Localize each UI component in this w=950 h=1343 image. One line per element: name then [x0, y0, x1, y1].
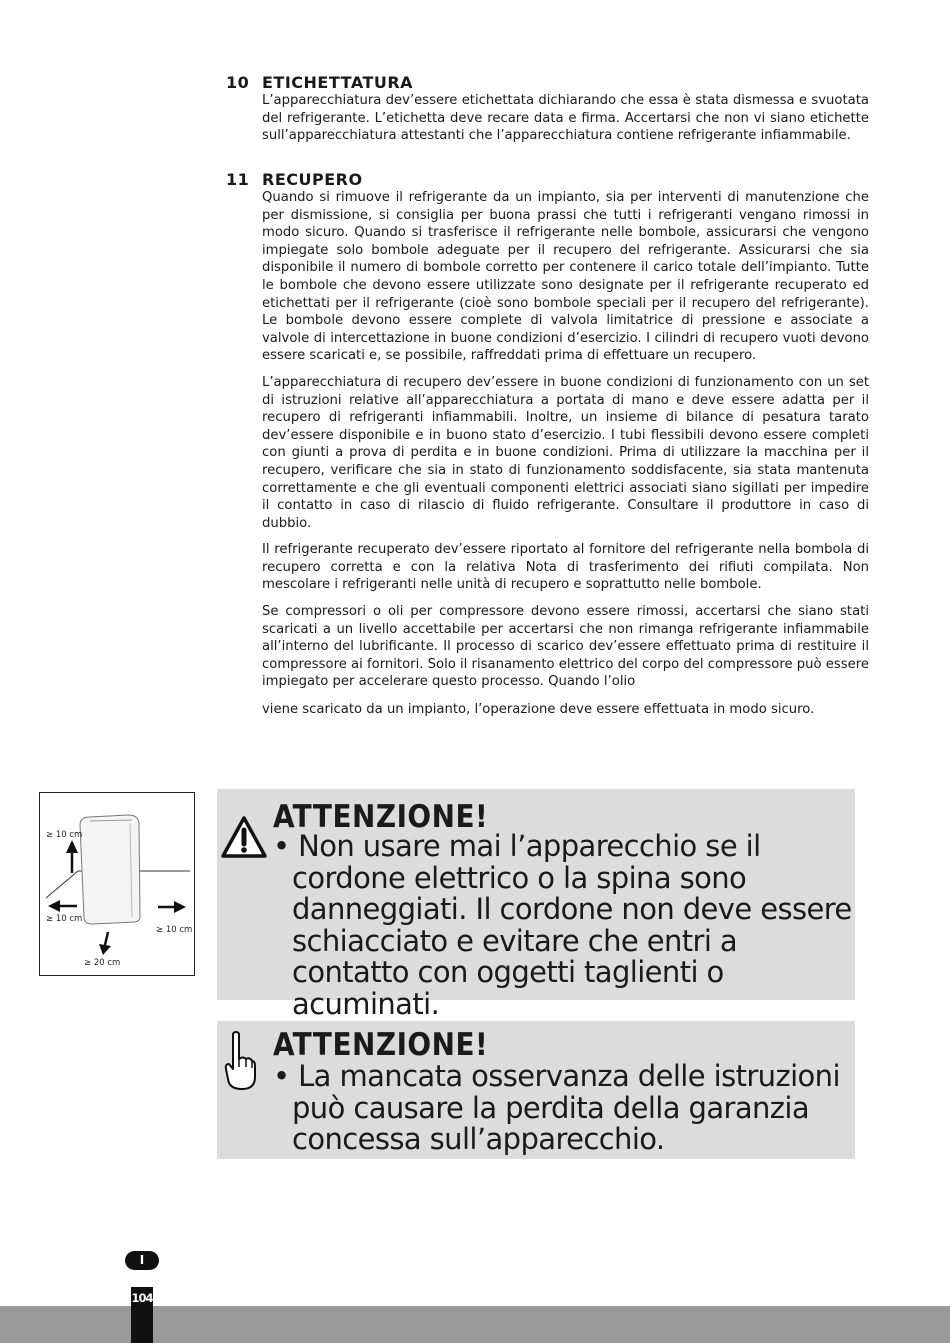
section-paragraph: Il refrigerante recuperato dev’essere riportato al fornitore del refrigerante nella bombola di recupero corretta e con la relativa Nota di trasferimento dei rifiuti compilata. Non mescolare i refrigeranti nelle unità di recupero e soprattutto nelle bombole. — [262, 542, 869, 593]
page-number: 104 — [131, 1291, 153, 1305]
warning-box-warranty — [217, 1021, 855, 1159]
arrow-down-icon — [105, 932, 108, 945]
arrow-up-head-icon — [66, 840, 78, 853]
section-title: RECUPERO — [262, 170, 363, 189]
section-paragraph: Quando si rimuove il refrigerante da un impianto, sia per interventi di manutenzione che per dismissione, si consiglia per buona prassi che tutti i refrigeranti vengano rimossi in modo sicuro. Quando si trasferisce il refrigerante nelle bombole, assicurarsi che vengono impiegate solo bombole adeguate per il recupero del refrigerante. Assicurarsi che sia disponibile il numero di bombole corretto per contenere il carico totale dell’impianto. Tutte le bombole che devono essere utilizzate sono designate per il refrigerante recuperato ed etichettati per il refrigerante (cioè sono bombole speciali per il recupero del refrigerante). Le bombole devono essere complete di valvola limitatrice di pressione e associate a valvole di intercettazione in buone condizioni d’esercizio. I cilindri di recupero vuoti devono essere scaricati e, se possibile, raffreddati prima di effettuare un recupero. — [262, 190, 869, 364]
warning-text: • Non usare mai l’apparecchio se il cordone elettrico o la spina sono danneggiati. Il cordone non deve essere schiacciato e evitare che entri a contatto con oggetti taglienti o acuminati. — [273, 829, 852, 1021]
clearance-top-label: ≥ 10 cm — [46, 830, 83, 840]
section-recovery — [226, 171, 869, 728]
warning-triangle-icon — [220, 815, 268, 859]
clearance-right-label: ≥ 10 cm — [156, 925, 193, 935]
warning-title: ATTENZIONE! — [273, 1027, 489, 1063]
clearance-front-label: ≥ 20 cm — [84, 958, 121, 968]
section-paragraph: L’apparecchiatura di recupero dev’essere in buone condizioni di funzionamento con un set di istruzioni relative all’apparecchiatura a portata di mano e deve essere adatta per il recupero di refrigeranti infiammabili. Inoltre, un insieme di bilance di pesatura tarato dev’essere disponibile e in buono stato d’esercizio. I tubi flessibili devono essere completi con giunti a prova di perdita e in buone condizioni. Prima di utilizzare la macchina per il recupero, verificare che sia in stato di funzionamento soddisfacente, sia stata mantenuta correttamente e che gli eventuali componenti elettrici associati siano sigillati per impedire il contatto in caso di rilascio di fluido refrigerante. Consultare il produttore in caso di dubbio. — [262, 374, 869, 531]
arrow-down-head-icon — [99, 944, 111, 955]
arrow-right-head-icon — [174, 901, 186, 913]
section-title: ETICHETTATURA — [262, 73, 414, 92]
language-badge: I — [125, 1251, 159, 1270]
warning-title: ATTENZIONE! — [273, 799, 489, 835]
appliance-clearance-illustration — [40, 793, 194, 975]
section-labelling — [226, 74, 869, 154]
warning-text: • La mancata osservanza delle istruzioni può causare la perdita della garanzia concessa sull’apparecchio. — [273, 1059, 840, 1156]
clearance-left-label: ≥ 10 cm — [46, 914, 83, 924]
section-number: 10 — [226, 73, 250, 92]
clearance-diagram — [39, 792, 195, 976]
pointing-hand-icon — [220, 1031, 256, 1093]
section-paragraph: L’apparecchiatura dev’essere etichettata dichiarando che essa è stata dismessa e svuotata del refrigerante. L’etichetta deve recare data e firma. Accertarsi che non vi siano etichette sull’apparecchiatura attestanti che l’apparecchiatura contiene refrigerante infiammabile. — [262, 93, 869, 144]
section-paragraph: Se compressori o oli per compressore devono essere rimossi, accertarsi che siano stati scaricati a un livello accettabile per accertarsi che non rimanga refrigerante infiammabile all’interno del lubrificante. Il processo di scarico dev’essere effettuato prima di restituire il compressore ai fornitori. Solo il risanamento elettrico del corpo del compressore può essere impiegato per accelerare questo processo. Quando l’olio — [262, 604, 869, 690]
section-number: 11 — [226, 170, 250, 189]
section-paragraph: viene scaricato da un impianto, l’operazione deve essere effettuata in modo sicuro. — [262, 702, 815, 718]
arrow-left-head-icon — [48, 900, 60, 912]
warning-box-cord — [217, 789, 855, 1021]
